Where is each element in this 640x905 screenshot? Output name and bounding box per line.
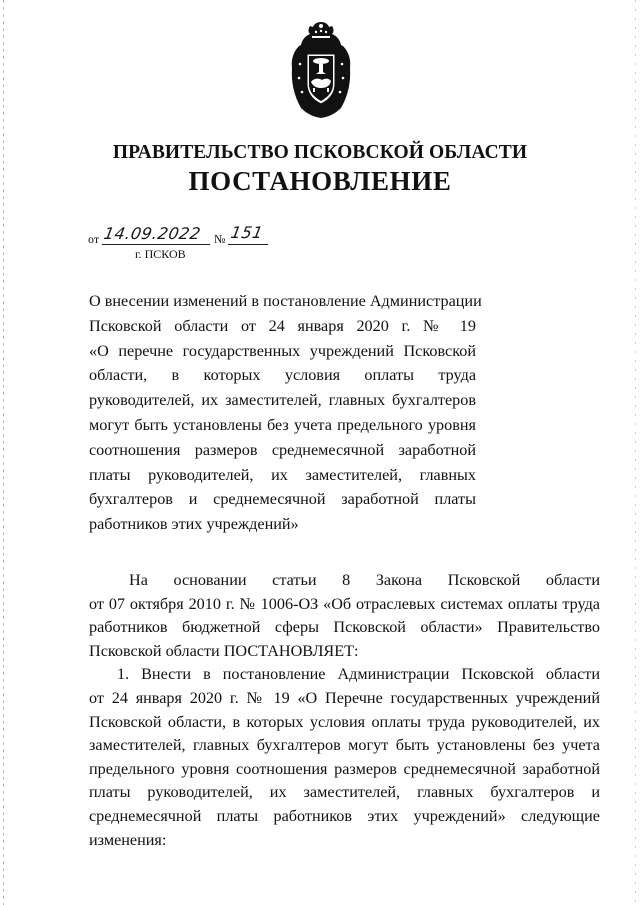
number-underline <box>228 244 268 245</box>
title-line: бухгалтеров и среднемесячной заработной платы <box>89 490 476 509</box>
title-line: Псковской области от 24 января 2020 г. № 19 <box>89 316 476 335</box>
coat-of-arms-icon <box>286 20 356 120</box>
scan-edge-right <box>635 0 636 905</box>
body-line: от 24 января 2020 г. № 19 «О Перечне государственных учреждений <box>89 688 600 707</box>
body-line: среднемесячной платы работников этих учреждений» следующие <box>89 806 600 825</box>
number-label: № <box>214 232 226 246</box>
title-line: руководителей, их заместителей, главных бухгалтеров <box>89 391 476 410</box>
body-line: На основании статьи 8 Закона Псковской области <box>129 571 600 589</box>
document-body <box>89 569 600 852</box>
handwritten-date: 14.09.2022 <box>102 224 203 243</box>
body-line: предельного уровня соотношения размеров среднемесячной заработной <box>89 759 600 778</box>
title-line: «О перечне государственных учреждений Псковской <box>89 341 476 360</box>
date-underline <box>102 244 210 245</box>
title-line: О внесении изменений в постановление Администрации <box>89 292 482 310</box>
document-title <box>89 289 482 537</box>
body-line: от 07 октября 2010 г. № 1006-ОЗ «Об отраслевых системах оплаты труда <box>89 594 600 613</box>
city-label: г. ПСКОВ <box>135 247 186 261</box>
date-number-line <box>88 222 308 248</box>
title-line: работников этих учреждений» <box>89 515 299 534</box>
organization-heading: ПРАВИТЕЛЬСТВО ПСКОВСКОЙ ОБЛАСТИ <box>112 142 528 163</box>
title-line: соотношения размеров среднемесячной заработной <box>89 440 476 459</box>
scan-edge-left <box>3 0 4 905</box>
document-type-heading: ПОСТАНОВЛЕНИЕ <box>188 166 452 196</box>
body-line: работников бюджетной сферы Псковской области» Правительство <box>89 618 600 637</box>
handwritten-number: 151 <box>229 223 265 242</box>
body-line: заместителей, главных бухгалтеров могут быть установлены без учета <box>89 736 600 755</box>
body-line: Псковской области, в которых условия оплаты труда руководителей, их <box>89 712 600 731</box>
title-line: области, в которых условия оплаты труда <box>89 366 476 385</box>
body-line: 1. Внести в постановление Администрации Псковской области <box>117 665 600 684</box>
title-line: платы руководителей, их заместителей, главных <box>89 465 476 484</box>
body-line: изменения: <box>89 830 167 849</box>
date-label: от <box>88 232 100 246</box>
body-line: платы руководителей, их заместителей, главных бухгалтеров и <box>89 783 600 802</box>
body-line: Псковской области ПОСТАНОВЛЯЕТ: <box>89 641 359 660</box>
title-line: могут быть установлены без учета предельного уровня <box>89 415 476 434</box>
